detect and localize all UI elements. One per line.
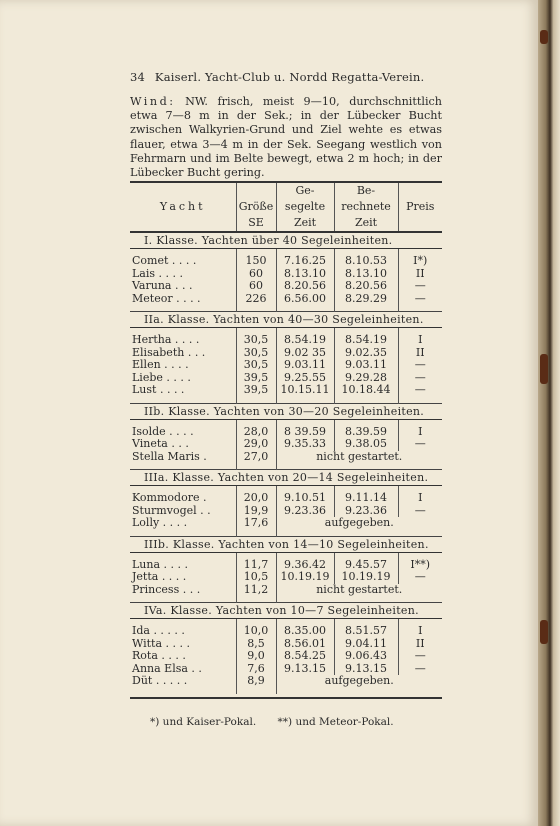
results-table [130,181,442,699]
footnote-meteor-pokal: **) und Meteor-Pokal. [277,716,394,728]
sailed-time: 7.16.25 [276,249,334,268]
prize: I [398,328,442,347]
sailed-time: 8 39.59 [276,419,334,438]
calculated-time: 8.10.53 [334,249,398,268]
prize: — [398,650,442,663]
class-label: IIb. Klasse. Yachten von 30—20 Segeleinheiten. [130,403,442,419]
sailed-time: 8.54.25 [276,650,334,663]
prize: II [398,347,442,360]
sailed-time: 9.36.42 [276,552,334,571]
prize: — [398,280,442,293]
prize: I [398,619,442,638]
table-row [130,619,442,638]
sailed-time: 8.20.56 [276,280,334,293]
header-sailed-time: Ge- segelte Zeit [276,182,334,232]
yacht-size: 39,5 [236,372,276,385]
prize: I*) [398,249,442,268]
calculated-time: 9.45.57 [334,552,398,571]
page-edge [538,0,560,826]
yacht-size: 30,5 [236,328,276,347]
table-row [130,584,442,603]
yacht-name: Jetta . . . . [132,570,187,583]
yacht-size: 11,7 [236,552,276,571]
calculated-time: 9.11.14 [334,486,398,505]
table-body [130,232,442,698]
footnote-kaiser-pokal: *) und Kaiser-Pokal. [150,716,257,728]
sailed-time: 8.13.10 [276,268,334,281]
yacht-size: 8,5 [236,638,276,651]
sailed-time: 6.56.00 [276,293,334,312]
class-label: IIIa. Klasse. Yachten von 20—14 Segeleinheiten. [130,470,442,486]
calculated-time: 8.54.19 [334,328,398,347]
wind-paragraph [130,95,442,180]
sailed-time: 10.15.11 [276,384,334,403]
running-header [130,70,424,84]
page-number: 34 [130,70,146,84]
yacht-name: Ellen . . . . [132,358,189,371]
race-status: nicht gestartet. [276,584,442,603]
sailed-time: 8.54.19 [276,328,334,347]
yacht-name: Ida . . . . . [132,624,185,637]
race-status: nicht gestartet. [276,451,442,470]
table-row [130,419,442,438]
yacht-name: Stella Maris . [132,449,207,463]
sailed-time: 9.25.55 [276,372,334,385]
calculated-time: 8.20.56 [334,280,398,293]
sailed-time: 9.02 35 [276,347,334,360]
prize: — [398,384,442,403]
class-heading [130,312,442,328]
table-row [130,359,442,372]
class-heading [130,603,442,619]
yacht-name: Lolly . . . . [132,516,188,529]
yacht-size: 30,5 [236,347,276,360]
class-label: I. Klasse. Yachten über 40 Segeleinheiten. [130,232,442,249]
class-label: IIIb. Klasse. Yachten von 14—10 Segeleinheiten. [130,536,442,552]
yacht-size: 60 [236,268,276,281]
table-end-rule [130,694,442,698]
sailed-time: 10.19.19 [276,571,334,584]
footnotes [150,716,394,728]
calculated-time: 10.18.44 [334,384,398,403]
yacht-size: 150 [236,249,276,268]
yacht-size: 39,5 [236,384,276,403]
sailed-time: 8.56.01 [276,638,334,651]
prize: I [398,419,442,438]
calculated-time: 9.29.28 [334,372,398,385]
sailed-time: 9.03.11 [276,359,334,372]
class-heading [130,232,442,249]
table-row [130,384,442,403]
class-heading [130,403,442,419]
table-row [130,280,442,293]
sailed-time: 9.13.15 [276,663,334,676]
table-row [130,517,442,536]
header-yacht: Yacht [159,200,206,213]
table-row [130,328,442,347]
yacht-size: 11,2 [236,584,276,603]
calculated-time: 9.13.15 [334,663,398,676]
yacht-name: Düt . . . . . [132,674,188,687]
table-row [130,675,442,694]
calculated-time: 9.23.36 [334,505,398,518]
prize: I**) [398,552,442,571]
calculated-time: 8.39.59 [334,419,398,438]
prize: — [398,438,442,451]
prize: I [398,486,442,505]
sailed-time: 8.35.00 [276,619,334,638]
table-header [130,182,442,232]
class-heading [130,470,442,486]
yacht-size: 8,9 [236,675,276,694]
sailed-time: 9.23.36 [276,505,334,518]
binding-mark [540,30,548,44]
yacht-size: 27,0 [236,451,276,470]
yacht-name: Hertha . . . . [132,333,200,346]
calculated-time: 9.02.35 [334,347,398,360]
calculated-time: 9.04.11 [334,638,398,651]
race-status: aufgegeben. [276,675,442,694]
running-head-title: Kaiserl. Yacht-Club u. Nordd Regatta-Verein. [154,70,425,84]
yacht-name: Rota . . . . [132,649,186,662]
header-prize: Preis [398,182,442,232]
yacht-name: Kommodore . [132,491,207,504]
table-row [130,451,442,470]
yacht-size: 17,6 [236,517,276,536]
calculated-time: 8.51.57 [334,619,398,638]
class-label: IVa. Klasse. Yachten von 10—7 Segeleinheiten. [130,603,442,619]
calculated-time: 9.03.11 [334,359,398,372]
yacht-size: 10,0 [236,619,276,638]
yacht-size: 60 [236,280,276,293]
yacht-name: Vineta . . . [132,437,189,450]
prize: II [398,268,442,281]
yacht-name: Sturmvogel . . [132,503,211,517]
yacht-name: Lais . . . . [132,266,183,280]
yacht-name: Comet . . . . [132,254,197,267]
prize: — [398,663,442,676]
yacht-name: Anna Elsa . . [132,661,202,675]
table-row [130,650,442,663]
table-row [130,293,442,312]
yacht-size: 226 [236,293,276,312]
yacht-name: Meteor . . . . [132,291,201,305]
prize: — [398,505,442,518]
yacht-size: 7,6 [236,663,276,676]
yacht-size: 20,0 [236,486,276,505]
sailed-time: 9.10.51 [276,486,334,505]
yacht-name: Liebe . . . . [132,370,191,384]
yacht-name: Princess . . . [132,582,201,596]
yacht-size: 29,0 [236,438,276,451]
race-status: aufgegeben. [276,517,442,536]
table-row [130,249,442,268]
yacht-name: Lust . . . . [132,383,185,396]
table-row [130,571,442,584]
yacht-name: Luna . . . . [132,557,189,571]
calculated-time: 8.29.29 [334,293,398,312]
header-size: Größe SE [236,182,276,232]
binding-mark [540,354,548,384]
table-row [130,486,442,505]
prize: — [398,359,442,372]
prize: II [398,638,442,651]
yacht-size: 19,9 [236,505,276,518]
prize: — [398,571,442,584]
yacht-name: Isolde . . . . [132,424,194,438]
wind-lead: Wind: [130,95,176,108]
yacht-name: Varuna . . . [132,279,193,292]
yacht-size: 10,5 [236,571,276,584]
yacht-size: 28,0 [236,419,276,438]
prize: — [398,372,442,385]
wind-text: NW. frisch, meist 9—10, durchschnittlich etwa 7—8 m in der Sek.; in der Lübecker Bucht zwischen Walkyrien-Grund und Ziel wehte es etwas flauer, etwa 3—4 m in der Sek. Seegang westlich von Fehrmarn und im Belte bewegt, etwa 2 m hoch; in der Lübecker Bucht gering. [130,95,442,180]
prize: — [398,293,442,312]
class-label: IIa. Klasse. Yachten von 40—30 Segeleinheiten. [130,312,442,328]
table-row [130,552,442,571]
table-row [130,438,442,451]
calculated-time: 10.19.19 [334,571,398,584]
yacht-name: Elisabeth . . . [132,345,206,359]
yacht-size: 30,5 [236,359,276,372]
calculated-time: 9.06.43 [334,650,398,663]
header-calculated-time: Be- rechnete Zeit [334,182,398,232]
sailed-time: 9.35.33 [276,438,334,451]
calculated-time: 8.13.10 [334,268,398,281]
yacht-name: Witta . . . . [132,636,191,650]
yacht-size: 9,0 [236,650,276,663]
class-heading [130,536,442,552]
calculated-time: 9.38.05 [334,438,398,451]
binding-mark [540,620,548,644]
